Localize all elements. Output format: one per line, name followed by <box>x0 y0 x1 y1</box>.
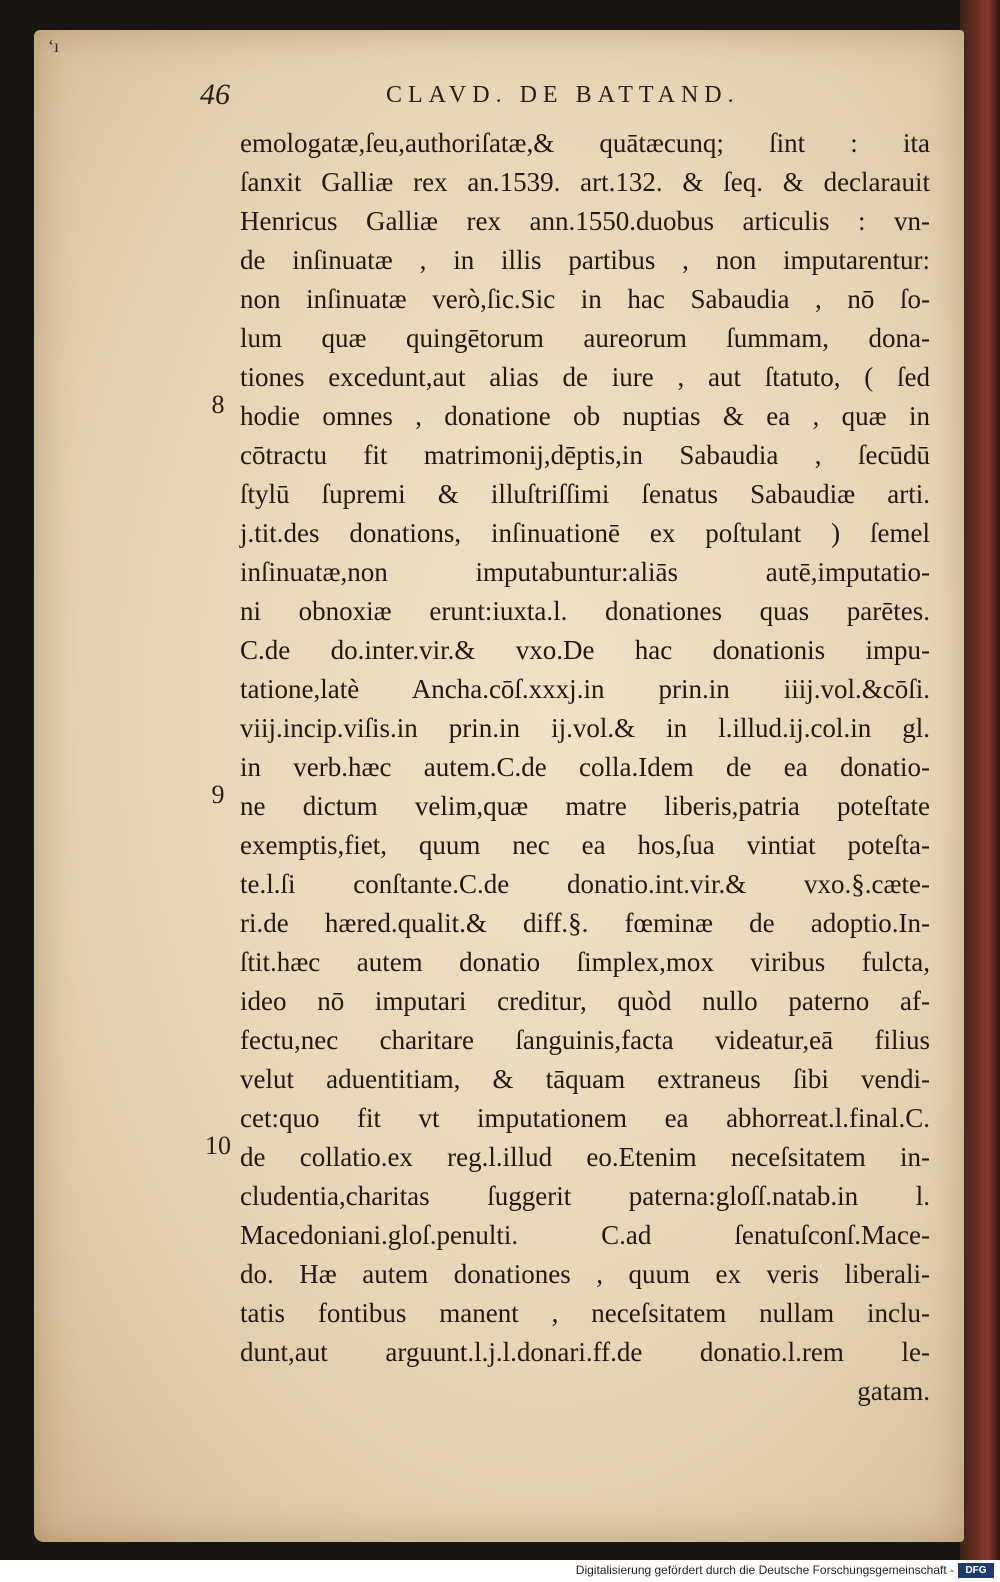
page-header <box>200 78 960 118</box>
text-line: exemptis,fiet, quum nec ea hos,ſua vintiat poteſta- <box>240 830 930 860</box>
text-line: inſinuatæ,non imputabuntur:aliās autē,imputatio- <box>240 557 930 587</box>
corner-mark: ‘ı <box>48 36 59 56</box>
text-line: cet:quo fit vt imputationem ea abhorreat.l.final.C. <box>240 1103 930 1133</box>
page-number: 46 <box>200 78 230 111</box>
text-line: de inſinuatæ , in illis partibus , non imputarentur: <box>240 245 930 275</box>
text-line: te.l.ſi conſtante.C.de donatio.int.vir.& vxo.§.cæte- <box>240 869 930 899</box>
text-line: ideo nō imputari creditur, quòd nullo paterno af- <box>240 986 930 1016</box>
text-line: ne dictum velim,quæ matre liberis,patria poteſtate <box>240 791 930 821</box>
text-line: in verb.hæc autem.C.de colla.Idem de ea donatio- <box>240 752 930 782</box>
text-line: tiones excedunt,aut alias de iure , aut ſtatuto, ( ſed <box>240 362 930 392</box>
text-line: lum quæ quingētorum aureorum ſummam, dona- <box>240 323 930 353</box>
marginal-number: 9 <box>211 780 225 809</box>
text-line: velut aduentitiam, & tāquam extraneus ſibi vendi- <box>240 1064 930 1094</box>
text-line: cludentia,charitas ſuggerit paterna:gloſſ.natab.in l. <box>240 1181 930 1211</box>
text-line: Macedoniani.gloſ.penulti. C.ad ſenatuſconſ.Mace- <box>240 1220 930 1250</box>
text-line: do. Hæ autem donationes , quum ex veris liberali- <box>240 1259 930 1289</box>
text-line: ſanxit Galliæ rex an.1539. art.132. & ſeq. & declarauit <box>240 167 930 197</box>
marginal-number: 10 <box>205 1131 231 1160</box>
text-line: dunt,aut arguunt.l.j.l.donari.ff.de donatio.l.rem le- <box>240 1337 930 1367</box>
text-line: non inſinuatæ verò,ſic.Sic in hac Sabaudia , nō ſo- <box>240 284 930 314</box>
text-line: ſtit.hæc autem donatio ſimplex,mox viribus fulcta, <box>240 947 930 977</box>
dfg-logo: DFG <box>958 1563 994 1578</box>
text-line: cōtractu fit matrimonij,dēptis,in Sabaudia , ſecūdū <box>240 440 930 470</box>
running-head: CLAVD. DE BATTAND. <box>386 82 740 108</box>
text-line: tatis fontibus manent , neceſsitatem nullam inclu- <box>240 1298 930 1328</box>
text-line: viij.incip.viſis.in prin.in ij.vol.& in l.illud.ij.col.in gl. <box>240 713 930 743</box>
text-line: emologatæ,ſeu,authoriſatæ,& quātæcunq; ſint : ita <box>240 128 930 158</box>
body-text <box>240 124 930 1411</box>
text-line: de collatio.ex reg.l.illud eo.Etenim neceſsitatem in- <box>240 1142 930 1172</box>
text-line: ni obnoxiæ erunt:iuxta.l. donationes quas parētes. <box>240 596 930 626</box>
digitization-footer <box>0 1560 1000 1582</box>
marginal-number: 8 <box>211 390 225 419</box>
text-line: tatione,latè Ancha.cōſ.xxxj.in prin.in iiij.vol.&cōſi. <box>240 674 930 704</box>
text-line: C.de do.inter.vir.& vxo.De hac donationis impu- <box>240 635 930 665</box>
text-line: fectu,nec charitare ſanguinis,facta videatur,eā filius <box>240 1025 930 1055</box>
book-binding-edge <box>960 0 1000 1560</box>
text-line: j.tit.des donations, inſinuationē ex poſtulant ) ſemel <box>240 518 930 548</box>
text-line: ri.de hæred.qualit.& diff.§. fœminæ de adoptio.In- <box>240 908 930 938</box>
text-line: hodie omnes , donatione ob nuptias & ea , quæ in <box>240 401 930 431</box>
text-line: Henricus Galliæ rex ann.1550.duobus articulis : vn- <box>240 206 930 236</box>
text-line: gatam. <box>857 1376 930 1406</box>
funding-notice: Digitalisierung gefördert durch die Deutsche Forschungsgemeinschaft - <box>575 1563 954 1577</box>
text-line: ſtylū ſupremi & illuſtriſſimi ſenatus Sabaudiæ arti. <box>240 479 930 509</box>
